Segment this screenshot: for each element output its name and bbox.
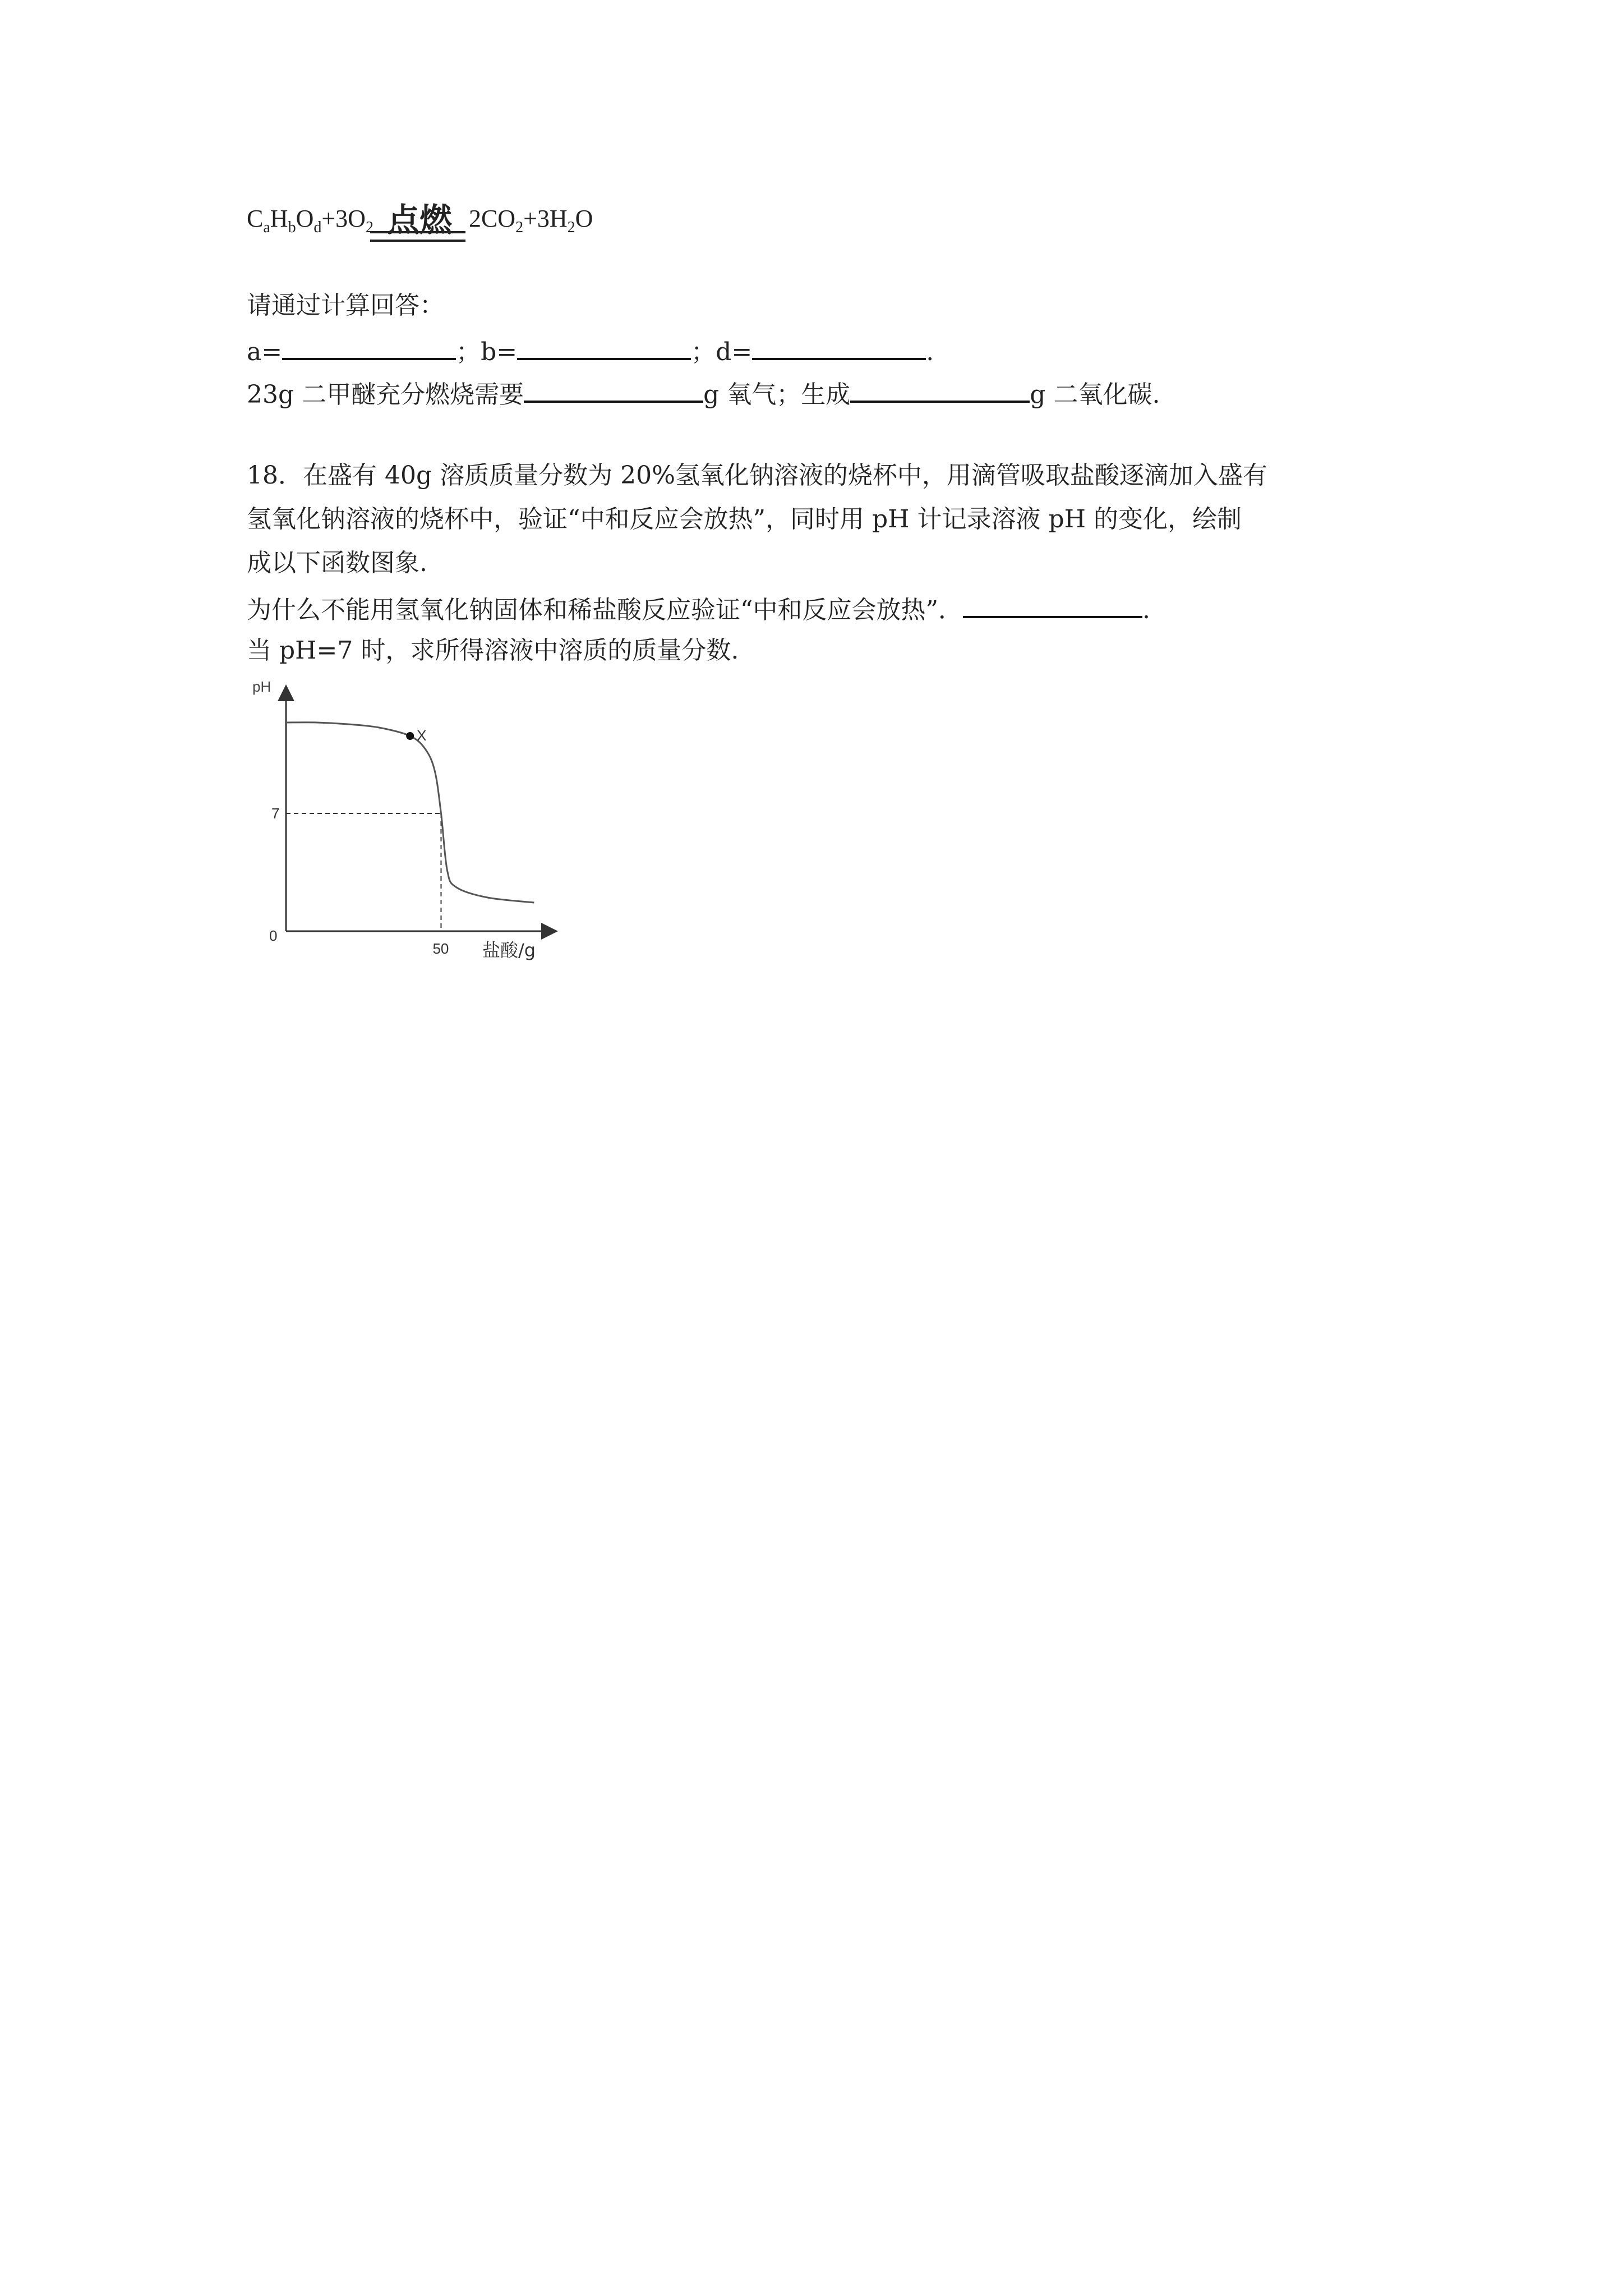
q18-line-2: 氢氧化钠溶液的烧杯中，验证“中和反应会放热”，同时用 pH 计记录溶液 pH 的变化，绘制 [247, 505, 1242, 533]
y-tick-7: 7 [271, 805, 280, 822]
q18-line-3: 成以下函数图象. [247, 549, 427, 577]
q18-line-5: 当 pH=7 时，求所得溶液中溶质的质量分数. [247, 636, 739, 665]
answer-blank-d[interactable] [752, 332, 926, 360]
q17-prompt: 请通过计算回答： [247, 291, 444, 320]
answer-blank-a[interactable] [282, 332, 456, 360]
q18-line-4: 为什么不能用氢氧化钠固体和稀盐酸反应验证“中和反应会放热”． . [247, 590, 1150, 627]
x-tick-50: 50 [432, 940, 449, 957]
answer-blank-b[interactable] [517, 332, 691, 360]
answer-blank-reason[interactable] [963, 590, 1142, 618]
chemical-equation: $C_aH_bO_d+3O_2$ $2CO_2+3H_2O$ [247, 205, 593, 236]
ph-curve [286, 723, 534, 903]
point-x-label: X [417, 727, 427, 744]
answer-blank-oxygen[interactable] [524, 375, 703, 403]
y-axis-label: pH [252, 678, 271, 695]
ph-chart [236, 676, 572, 968]
x-axis-label: 盐酸/g [482, 940, 536, 961]
origin-label: 0 [269, 927, 278, 944]
answer-blank-co2[interactable] [850, 375, 1030, 403]
point-x-marker [406, 732, 414, 740]
q18-line-1: 18．在盛有 40g 溶质质量分数为 20%氢氧化钠溶液的烧杯中，用滴管吸取盐酸逐滴加入盛有 [247, 461, 1267, 490]
q17-abd-line: a= ；b= ；d= . [247, 332, 934, 369]
reaction-condition: 点燃 [387, 201, 453, 239]
q17-mass-line: 23g 二甲醚充分燃烧需要 g 氧气；生成 g 二氧化碳. [247, 375, 1160, 412]
